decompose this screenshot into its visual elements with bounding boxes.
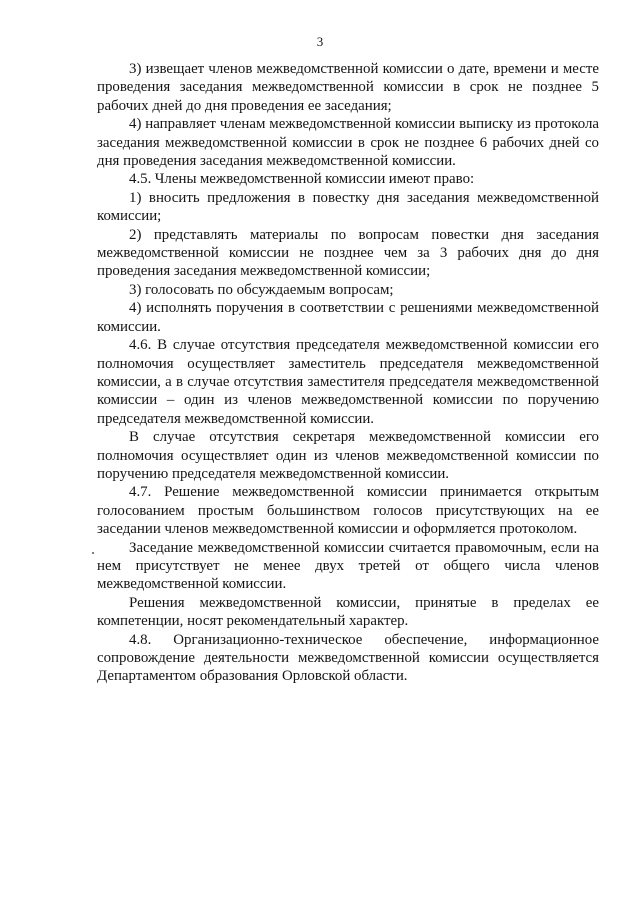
paragraph-4-8: 4.8. Организационно-техническое обеспечение, информационное сопровождение деятельности межведомственной комиссии осуществляется Департаментом образования Орловской области. <box>97 631 599 685</box>
paragraph-secretary-absence: В случае отсутствия секретаря межведомственной комиссии его полномочия осуществляет один из членов межведомственной комиссии по поручению председателя межведомственной комиссии. <box>97 429 599 482</box>
paragraph-right-1: 1) вносить предложения в повестку дня заседания межведомственной комиссии; <box>97 189 599 225</box>
paragraph-4-7: 4.7. Решение межведомственной комиссии принимается открытым голосованием простым большинством голосов присутствующих на ее заседании членов межведомственной комиссии и оформляется протоколом. <box>97 484 599 538</box>
paragraph-right-2: 2) представлять материалы по вопросам повестки дня заседания межведомственной комиссии не позднее чем за 3 рабочих дня до дня проведения заседания межведомственной комиссии; <box>97 226 599 280</box>
paragraph-4-6: 4.6. В случае отсутствия председателя межведомственной комиссии его полномочия осуществляет заместитель председателя межведомственной комиссии, а в случае отсутствия заместителя председателя межведомственной комиссии – один из членов межведомственной комиссии по поручению председателя межведомственной комиссии. <box>97 337 599 427</box>
page-number: 3 <box>316 34 324 49</box>
document-body <box>97 60 599 686</box>
paragraph-quorum: Заседание межведомственной комиссии считается правомочным, если на нем присутствует не менее двух третей от общего числа членов межведомственной комиссии. <box>97 539 599 593</box>
paragraph-item-3: 3) извещает членов межведомственной комиссии о дате, времени и месте проведения заседания межведомственной комиссии в срок не позднее 5 рабочих дней до дня проведения ее заседания; <box>97 61 599 114</box>
paragraph-4-5: 4.5. Члены межведомственной комиссии имеют право: <box>129 171 475 188</box>
paragraph-decisions: Решения межведомственной комиссии, принятые в пределах ее компетенции, носят рекомендательный характер. <box>97 594 599 630</box>
scan-speck <box>92 552 94 554</box>
paragraph-right-3: 3) голосовать по обсуждаемым вопросам; <box>129 281 394 298</box>
paragraph-right-4: 4) исполнять поручения в соответствии с решениями межведомственной комиссии. <box>97 300 599 335</box>
paragraph-item-4: 4) направляет членам межведомственной комиссии выписку из протокола заседания межведомственной комиссии в срок не позднее 6 рабочих дней со дня проведения заседания межведомственной комиссии. <box>97 116 599 170</box>
